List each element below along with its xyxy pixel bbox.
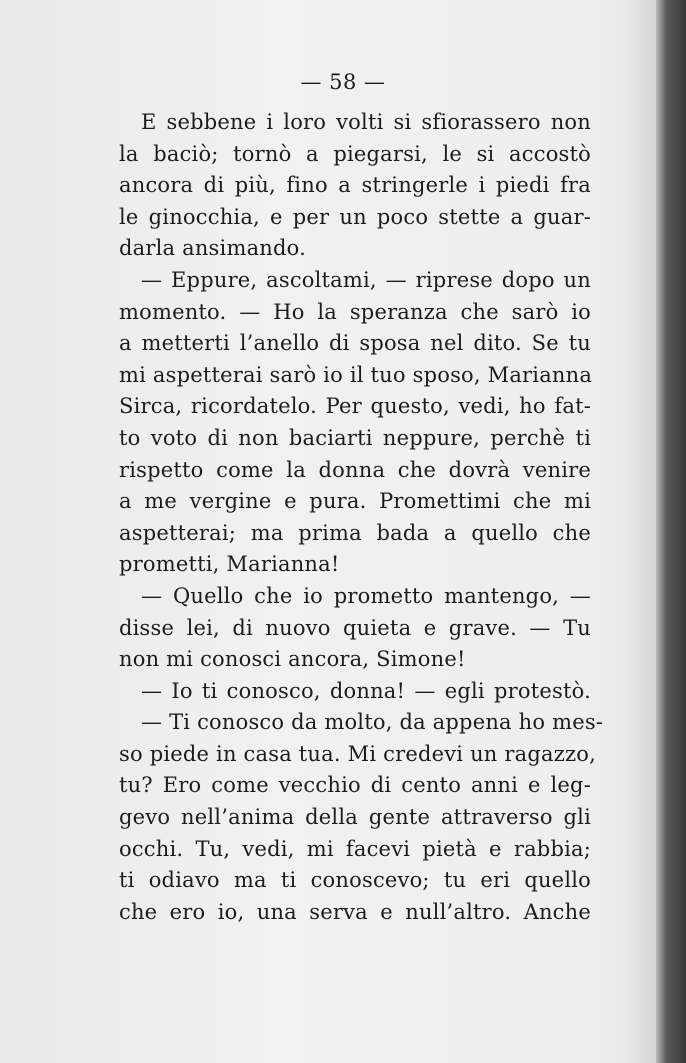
text-line: gevo nell’anima della gente attraverso gli <box>119 805 591 830</box>
text-line: disse lei, di nuovo quieta e grave. — Tu <box>119 615 591 640</box>
text-line: ti odiavo ma ti conoscevo; tu eri quello <box>119 868 591 893</box>
text-line: rispetto come la donna che dovrà venire <box>119 457 591 482</box>
text-line: — Io ti conosco, donna! — egli protestò. <box>141 678 591 703</box>
text-line: — Ti conosco da molto, da appena ho mes- <box>141 710 604 735</box>
text-line: E sebbene i loro volti si sfiorassero non <box>141 110 591 134</box>
text-line: darla ansimando. <box>119 236 307 261</box>
text-line: — Eppure, ascoltami, — riprese dopo un <box>141 267 591 292</box>
text-line: che ero io, una serva e null’altro. Anche <box>119 899 591 924</box>
text-line: tu? Ero come vecchio di cento anni e leg- <box>119 773 591 798</box>
text-line: ancora di più, fino a stringerle i piedi fra <box>119 173 591 198</box>
text-line: occhi. Tu, vedi, mi facevi pietà e rabbia; <box>119 836 591 861</box>
text-line: to voto di non baciarti neppure, perchè ti <box>119 425 591 450</box>
page-number: — 58 — <box>300 70 386 94</box>
text-line: a me vergine e pura. Promettimi che mi <box>119 489 591 514</box>
text-line: la baciò; tornò a piegarsi, le si accostò <box>119 141 591 166</box>
text-line: non mi conosci ancora, Simone! <box>119 647 466 672</box>
text-line: momento. — Ho la speranza che sarò io <box>119 299 591 324</box>
text-line: aspetterai; ma prima bada a quello che <box>119 520 591 545</box>
book-edge <box>656 0 686 1063</box>
text-line: so piede in casa tua. Mi credevi un ragazzo, <box>119 741 596 766</box>
page-shadow <box>626 0 656 1063</box>
body-text <box>119 107 604 928</box>
text-line: — Quello che io prometto mantengo, — <box>141 583 591 608</box>
text-line: a metterti l’anello di sposa nel dito. Se tu <box>119 331 591 356</box>
text-line: le ginocchia, e per un poco stette a guar- <box>119 204 591 229</box>
text-line: prometti, Marianna! <box>119 552 340 577</box>
text-line: mi aspetterai sarò io il tuo sposo, Marianna <box>119 362 593 387</box>
text-line: Sirca, ricordatelo. Per questo, vedi, ho fat- <box>119 394 591 419</box>
